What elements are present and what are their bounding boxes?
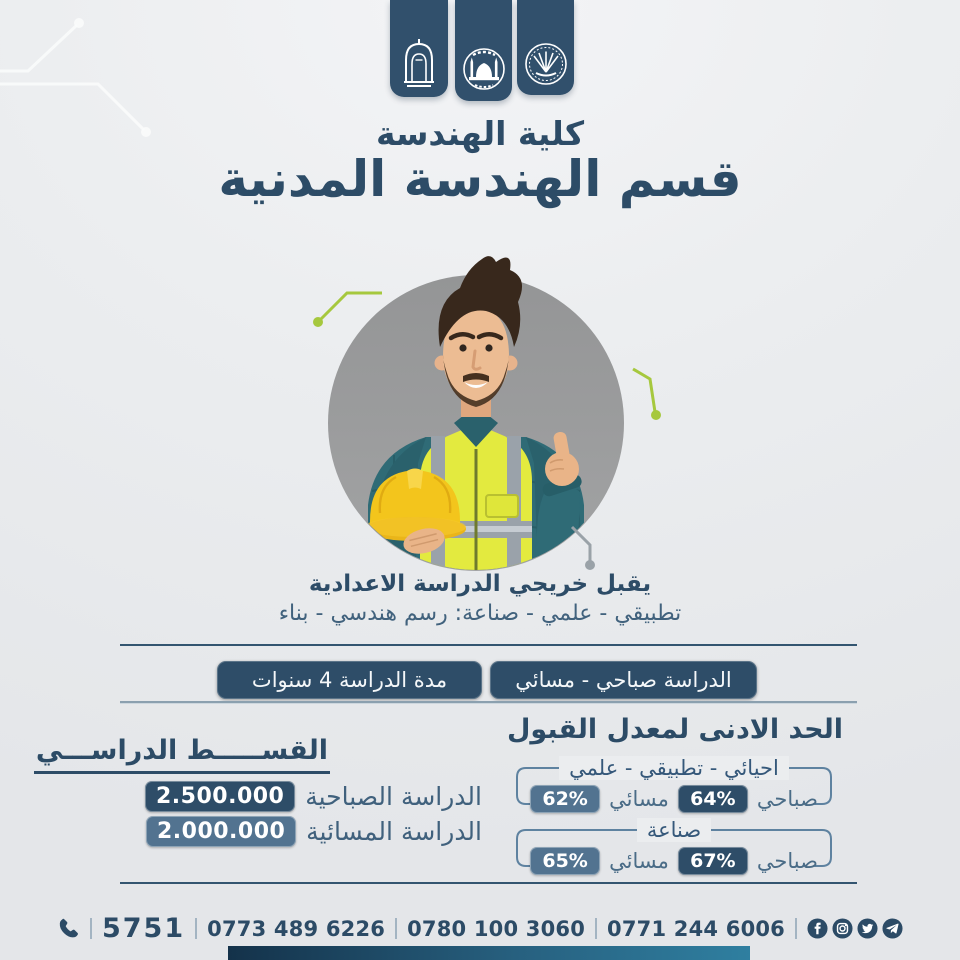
phone-icon (57, 917, 80, 940)
admission-line1: يقبل خريجي الدراسة الاعدادية (308, 571, 652, 597)
bottom-gradient-bar (228, 946, 750, 960)
shrine-emblem-icon (401, 38, 437, 88)
phone-number: 0773 489 6226 (207, 916, 386, 941)
divider-top (120, 644, 857, 646)
facebook-icon[interactable] (807, 918, 828, 939)
divider-middle (120, 701, 857, 704)
acceptance-group-scientific (513, 755, 835, 817)
ministry-seal-icon (524, 42, 568, 86)
group-label: صناعة (513, 817, 835, 843)
acceptance-group-industry (513, 817, 835, 879)
telegram-icon[interactable] (882, 918, 903, 939)
separator (395, 918, 397, 939)
short-number: 5751 (101, 913, 186, 944)
badge-university-mosque-seal (455, 0, 512, 101)
evening-label: مسائي (609, 787, 669, 811)
morning-label: صباحي (756, 849, 818, 873)
twitter-icon[interactable] (857, 918, 878, 939)
university-mosque-seal-icon (462, 46, 506, 92)
social-icons (807, 918, 903, 939)
phone-number: 0771 244 6006 (607, 916, 785, 941)
instagram-icon[interactable] (832, 918, 853, 939)
tuition-label: الدراسة المسائية (306, 817, 482, 846)
college-title: كلية الهندسة (375, 114, 585, 153)
tuition-label: الدراسة الصباحية (305, 782, 482, 811)
evening-label: مسائي (609, 849, 669, 873)
tuition-row-evening (120, 816, 482, 847)
badge-shrine-emblem (390, 0, 448, 97)
engineer-photo (328, 260, 624, 556)
tuition-amount-badge: 2.500.000 (145, 781, 295, 812)
group-rates-row (513, 785, 835, 813)
badge-ministry-seal (517, 0, 574, 95)
study-duration-button[interactable]: مدة الدراسة 4 سنوات (217, 661, 482, 699)
admission-line2: تطبيقي - علمي - صناعة: رسم هندسي - بناء (278, 601, 682, 626)
separator (795, 918, 797, 939)
separator (90, 918, 92, 939)
tuition-title: القســـــط الدراســـي (120, 735, 330, 774)
evening-rate-badge: 62% (530, 785, 600, 813)
department-title: قسم الهندسة المدنية (218, 150, 742, 208)
acceptance-title: الحد الادنى لمعدل القبول (506, 714, 844, 745)
morning-rate-badge: 67% (678, 847, 748, 875)
study-mode-button[interactable]: الدراسة صباحي - مسائي (490, 661, 757, 699)
tuition-amount-badge: 2.000.000 (146, 816, 296, 847)
separator (595, 918, 597, 939)
group-rates-row (513, 847, 835, 875)
phone-number: 0780 100 3060 (407, 916, 586, 941)
morning-label: صباحي (756, 787, 818, 811)
contact-bar (0, 913, 960, 944)
group-label: احيائي - تطبيقي - علمي (513, 755, 835, 781)
divider-bottom (120, 882, 857, 884)
tuition-row-morning (120, 781, 482, 812)
evening-rate-badge: 65% (530, 847, 600, 875)
morning-rate-badge: 64% (678, 785, 748, 813)
separator (195, 918, 197, 939)
